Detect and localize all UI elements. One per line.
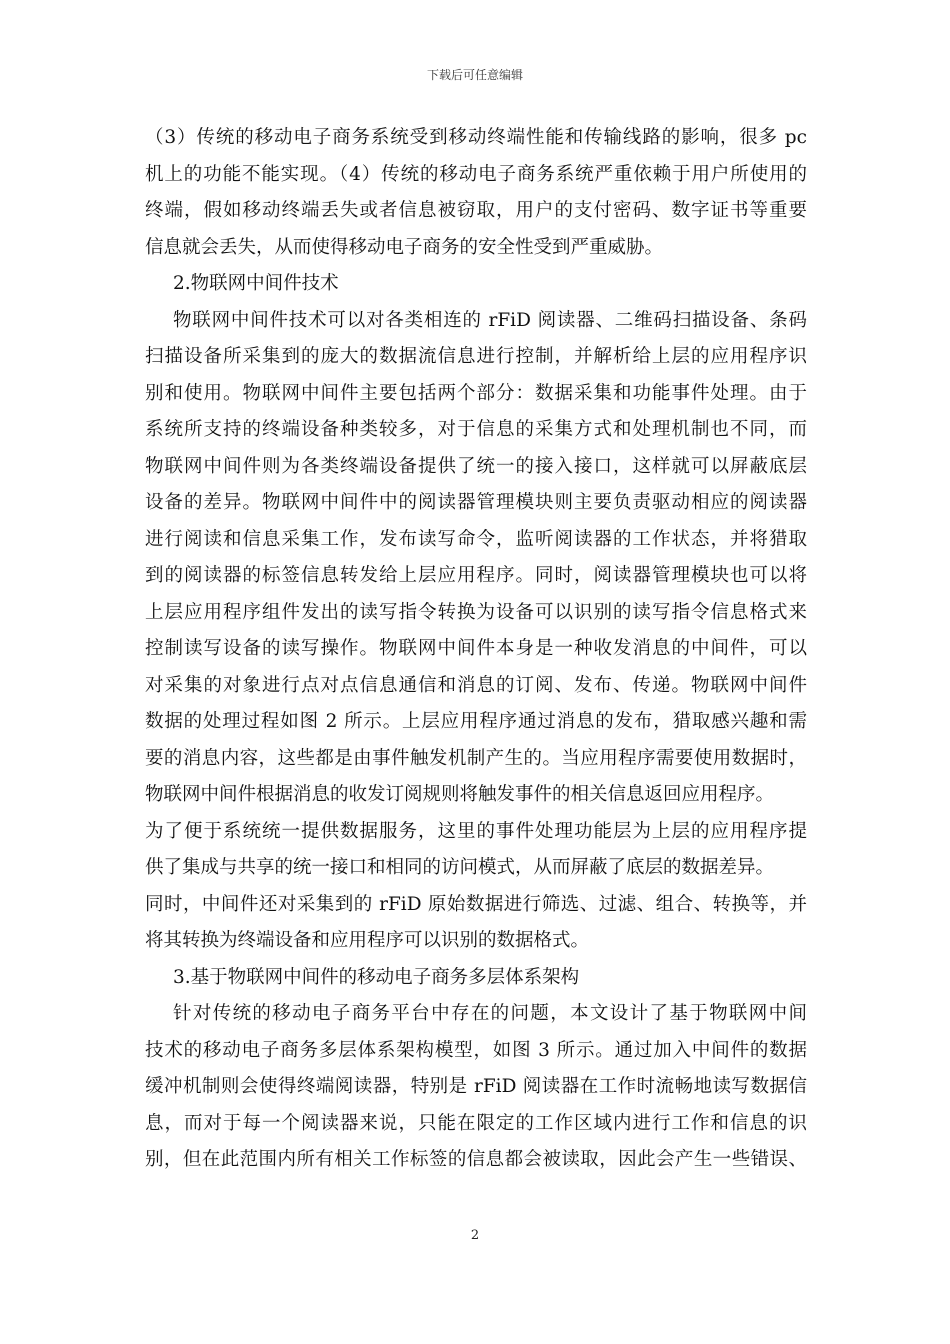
- text-line: 将其转换为终端设备和应用程序可以识别的数据格式。: [145, 930, 590, 951]
- text-line: 供了集成与共享的统一接口和相同的访问模式，从而屏蔽了底层的数据差异。: [145, 857, 775, 878]
- text-line: 数据的处理过程如图 2 所示。上层应用程序通过消息的发布，猎取感兴趣和需: [145, 711, 807, 732]
- text-line: 物联网中间件技术可以对各类相连的 rFiD 阅读器、二维码扫描设备、条码: [173, 309, 807, 331]
- text-line: 物联网中间件根据消息的收发订阅规则将触发事件的相关信息返回应用程序。: [145, 784, 775, 805]
- text-line: 息，而对于每一个阅读器来说，只能在限定的工作区域内进行工作和信息的识: [145, 1112, 807, 1134]
- text-line: 别和使用。物联网中间件主要包括两个部分：数据采集和功能事件处理。由于: [145, 382, 807, 404]
- page-number: 2: [470, 1228, 480, 1243]
- text-line: 3.基于物联网中间件的移动电子商务多层体系架构: [173, 966, 580, 988]
- text-line: 物联网中间件则为各类终端设备提供了统一的接入接口，这样就可以屏蔽底层: [145, 455, 807, 477]
- text-line: 系统所支持的终端设备种类较多，对于信息的采集方式和处理机制也不同，而: [145, 419, 807, 440]
- text-line: 针对传统的移动电子商务平台中存在的问题，本文设计了基于物联网中间: [173, 1003, 807, 1024]
- text-line: 别，但在此范围内所有相关工作标签的信息都会被读取，因此会产生一些错误、: [145, 1149, 807, 1170]
- text-line: 到的阅读器的标签信息转发给上层应用程序。同时，阅读器管理模块也可以将: [145, 565, 807, 586]
- text-line: 为了便于系统统一提供数据服务，这里的事件处理功能层为上层的应用程序提: [145, 820, 807, 842]
- text-line: 设备的差异。物联网中间件中的阅读器管理模块则主要负责驱动相应的阅读器: [145, 492, 807, 513]
- text-line: 控制读写设备的读写操作。物联网中间件本身是一种收发消息的中间件，可以: [145, 638, 807, 659]
- text-line: 扫描设备所采集到的庞大的数据流信息进行控制，并解析给上层的应用程序识: [145, 346, 807, 367]
- text-line: 技术的移动电子商务多层体系架构模型，如图 3 所示。通过加入中间件的数据: [145, 1039, 807, 1061]
- text-line: 信息就会丢失，从而使得移动电子商务的安全性受到严重威胁。: [145, 236, 664, 258]
- text-line: 对采集的对象进行点对点信息通信和消息的订阅、发布、传递。物联网中间件: [145, 674, 807, 696]
- text-line: 上层应用程序组件发出的读写指令转换为设备可以识别的读写指令信息格式来: [145, 601, 807, 623]
- text-line: 终端，假如移动终端丢失或者信息被窃取，用户的支付密码、数字证书等重要: [145, 200, 807, 221]
- text-line: 要的消息内容，这些都是由事件触发机制产生的。当应用程序需要使用数据时，: [145, 747, 807, 769]
- text-line: 缓冲机制则会使得终端阅读器，特别是 rFiD 阅读器在工作时流畅地读写数据信: [145, 1076, 807, 1097]
- text-line: 2.物联网中间件技术: [173, 273, 339, 294]
- text-line: 同时，中间件还对采集到的 rFiD 原始数据进行筛选、过滤、组合、转换等，并: [145, 893, 807, 915]
- text-line: 机上的功能不能实现。（4）传统的移动电子商务系统严重依赖于用户所使用的: [145, 163, 807, 185]
- page-header-note: 下载后可任意编辑: [426, 68, 523, 82]
- document-body: [145, 120, 807, 1179]
- text-line: （3）传统的移动电子商务系统受到移动终端性能和传输线路的影响，很多 pc: [145, 127, 807, 148]
- text-line: 进行阅读和信息采集工作，发布读写命令，监听阅读器的工作状态，并将猎取: [145, 528, 807, 550]
